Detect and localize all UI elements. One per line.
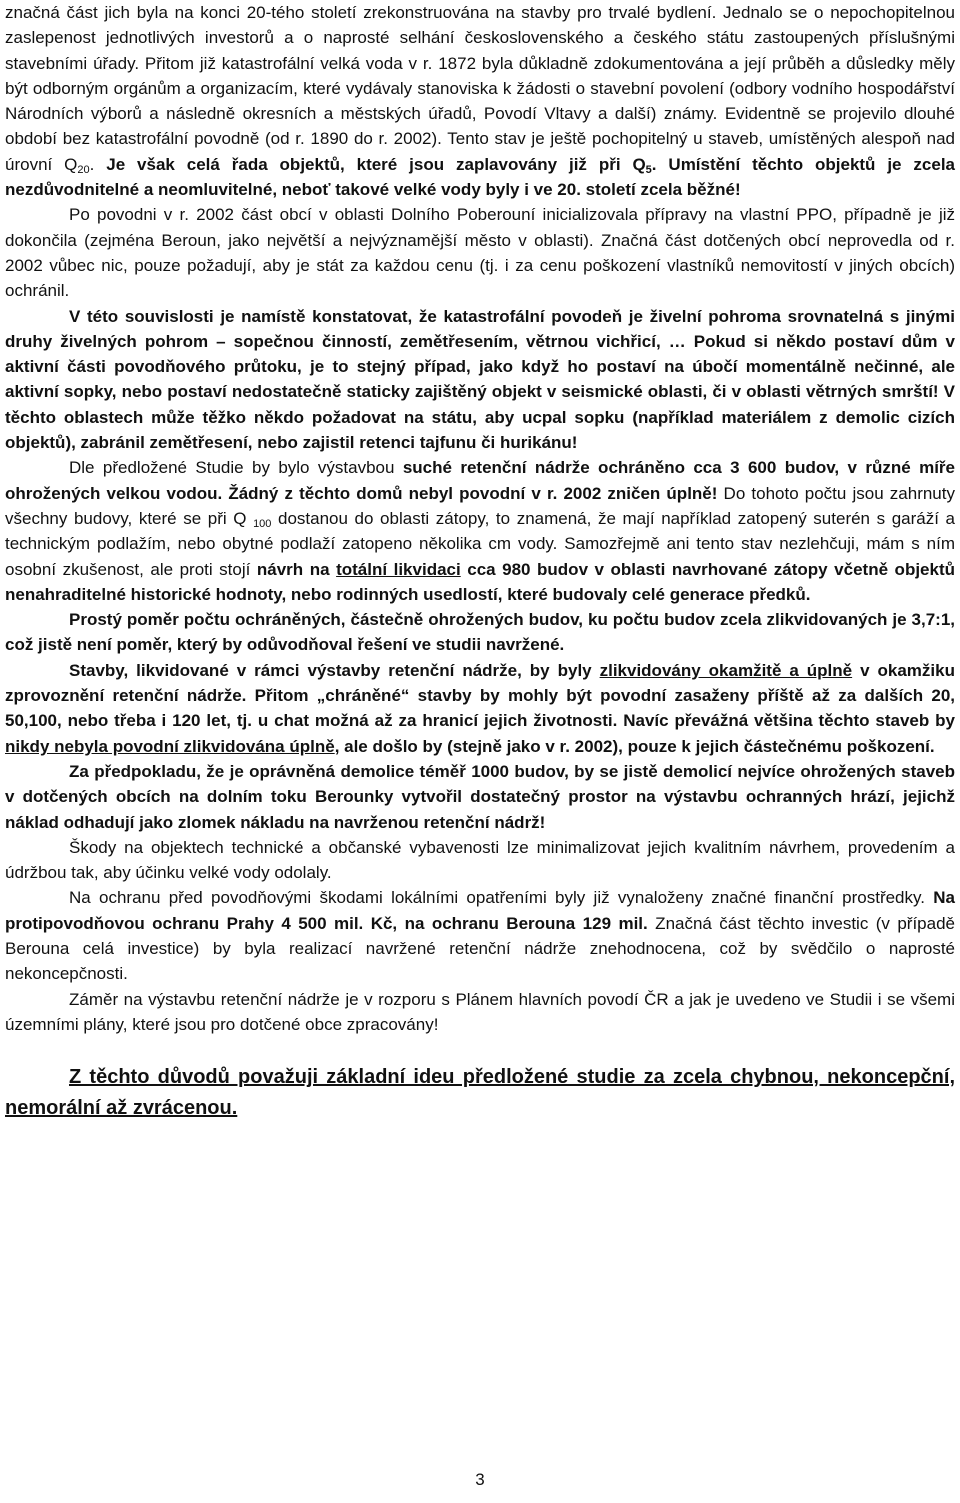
page-number: 3 [475,1470,485,1489]
bold-run: suché retenční nádrže ochráněno cca 3 600 budov, v různé míře ohrožených velkou vodou. Žádný z těchto domů nebyl povodní v r. 2002 zničen úplně! [5,458,956,503]
paragraph-10: Záměr na výstavbu retenční nádrže je v rozporu s Plánem hlavních povodí ČR a jak je uvedeno ve Studii i se všemi územními plány, které jsou pro dotčené obce zpracovány! [5,989,955,1034]
bold-run: , ale došlo by (stejně jako v r. 2002), pouze k jejich částečnému poškození. [334,736,935,756]
bold-underlined-run: totální likvidaci [336,559,461,579]
paragraph-4 [5,455,955,607]
paragraph-6 [5,658,955,759]
subscript: 5 [645,163,652,176]
bold-underlined-run: nikdy nebyla povodní zlikvidována úplně [5,736,335,756]
paragraph-3: V této souvislosti je namístě konstatovat, že katastrofální povodeň je živelní pohroma srovnatelná s jinými druhy živelných pohrom – sopečnou činností, zemětřesením, větrnou vichřicí, … Pokud si někdo postaví dům v aktivní části povodňového průtoku, je to stejný případ, jako když ho postaví na úbočí momentálně nečinné, ale aktivní sopky, nebo postaví nedostatečně staticky zajištěný objekt v seismické oblasti, či v oblasti větrných smrští! V těchto oblastech může těžko někdo požadovat na státu, aby ucpal sopku (například materiálem z demolic cizích objektů), zabránil zemětřesení, nebo zajistil retenci tajfunu či hurikánu! [5,306,955,453]
paragraph-9 [5,885,955,986]
text-run: značná část jich byla na konci 20-tého století zrekonstruována na stavby pro trvalé bydlení. Jednalo se o nepochopitelnou zaslepenost jednotlivých investorů a o naprosté selhání československého a českého státu zastoupených příslušnými stavebními úřady. Přitom již katastrofální velká voda v r. 1872 byla důkladně zdokumentována a její průběh a důsledky měly být odborným orgánům a organizacím, které vydávaly stanoviska k žádosti o stavební povolení (odbory vodního hospodářství Národních výborů a následně okresních a městských úřadů, Povodí Vltavy a další) známy. Evidentně se projevilo dlouhé období bez katastrofální povodně (od r. 1890 do r. 2002). Tento stav je ještě pochopitelný u staveb, umístěných alespoň nad úrovní Q [5,3,955,174]
paragraph-1 [5,0,955,202]
text-run: dostanou do oblasti zátopy, to znamená, že mají například zatopený suterén s garáží a technickým podlažím, nebo obytné podlaží zatopeno několika cm vody. Samozřejmě ani tento stav nezlehčuji, mám s ním osobní zkušenost, ale proti stojí [5,508,955,579]
bold-run: návrh na [256,559,337,579]
text-run: Značná část těchto investic (v případě Berouna celá investice) by byla realizací navržené retenční nádrže znehodnocena, což by svědčilo o naprosté nekoncepčnosti. [5,913,955,984]
text-run: Dle předložené Studie by bylo výstavbou [69,458,403,478]
text-run: Na ochranu před povodňovými škodami lokálními opatřeními byly již vynaloženy značné finanční prostředky. [69,888,934,908]
paragraph-5: Prostý poměr počtu ochráněných, částečně ohrožených budov, ku počtu budov zcela zlikvidovaných je 3,7:1, což jistě není poměr, který by odůvodňoval řešení ve studii navržené. [5,610,955,655]
bold-underlined-run: zlikvidovány okamžitě a úplně [599,660,853,680]
bold-run: . Umístění těchto objektů je zcela nezdůvodnitelné a neomluvitelné, neboť takové velké vody byly i ve 20. století zcela běžné! [5,154,955,200]
bold-run: Stavby, likvidované v rámci výstavby retenční nádrže, by byly [69,660,600,680]
subscript: 100 [253,517,272,530]
text-run: Do tohoto počtu jsou zahrnuty všechny budovy, které se při Q [5,483,955,528]
bold-run: Na protipovodňovou ochranu Prahy 4 500 mil. Kč, na ochranu Berouna 129 mil. [5,888,955,933]
text-run: . [89,154,107,174]
paragraph-8: Škody na objektech technické a občanské vybavenosti lze minimalizovat jejich kvalitním návrhem, provedením a údržbou tak, aby účinku velké vody odolaly. [5,837,955,883]
subscript: 20 [77,163,90,176]
conclusion: Z těchto důvodů považuji základní ideu předložené studie za zcela chybnou, nekoncepční, nemorální až zvrácenou. [5,1066,955,1120]
paragraph-2: Po povodni v r. 2002 část obcí v oblasti Dolního Poberouní inicializovala přípravy na vlastní PPO, případně je již dokončila (zejména Beroun, jako největší a nejvýznamější město v oblasti). Značná část dotčených obcí neprovedla od r. 2002 vůbec nic, pouze požadují, aby je stát za každou cenu (tj. i za cenu poškození vlastníků nemovitostí v jiných obcích) ochránil. [5,205,955,301]
paragraph-7: Za předpokladu, že je oprávněná demolice téměř 1000 budov, by se jistě demolicí nejvíce ohrožených staveb v dotčených obcích na dolním toku Berounky vytvořil dostatečný prostor na výstavbu ochranných hrází, jejichž náklad odhadují jako zlomek nákladu na navrženou retenční nádrž! [5,761,955,832]
bold-run: v okamžiku zprovoznění retenční nádrže. Přitom „chráněné“ stavby by mohly být povodní zasaženy příště až za dalších 20, 50,100, nebo třeba i 120 let, tj. u chat možná až za hranicí jejich životnosti. Navíc převážná většina těchto staveb by [5,660,955,731]
bold-run: Je však celá řada objektů, které jsou zaplavovány již při Q [106,154,646,174]
document-page [5,0,955,1124]
bold-run: cca 980 budov v oblasti navrhované zátopy včetně objektů nenahraditelné historické hodnoty, nebo rodinných usedlostí, které budovaly celé generace předků. [5,559,956,604]
